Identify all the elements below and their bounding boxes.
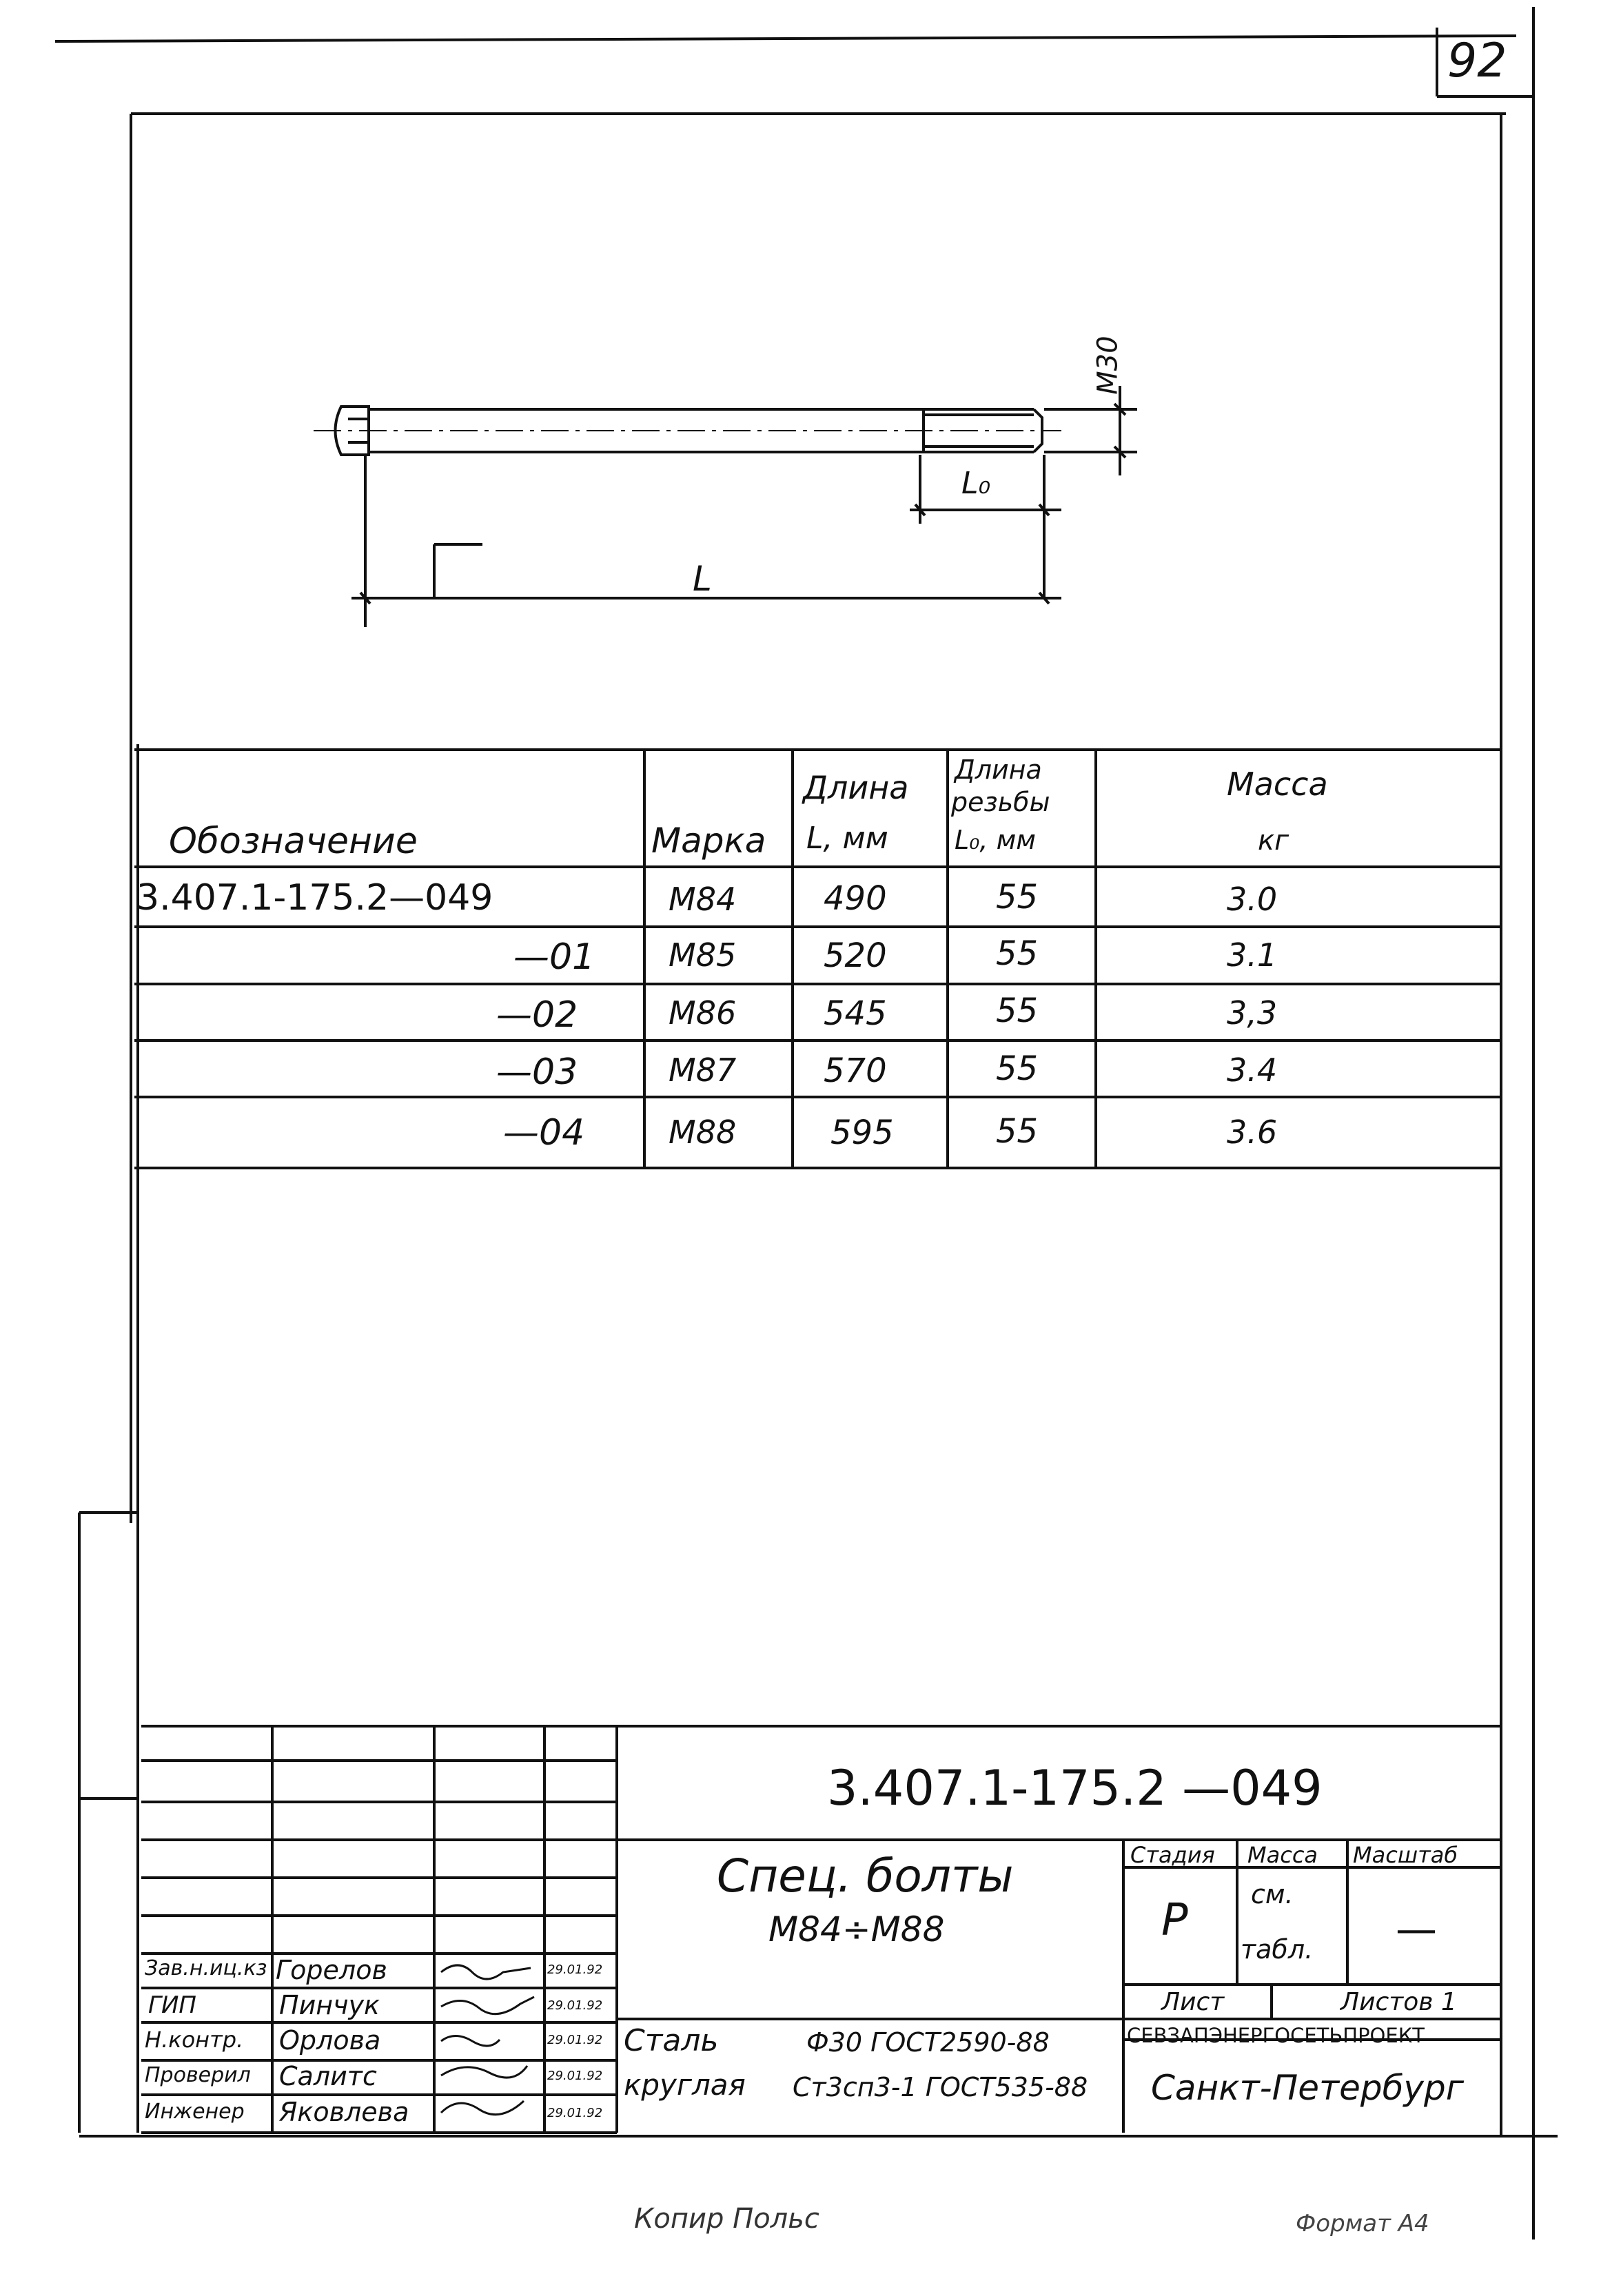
row-mass: 3,3 <box>1227 994 1278 1032</box>
stage-label: Стадия <box>1130 1842 1215 1868</box>
row-thread: 55 <box>996 934 1039 973</box>
row-mass: 3.0 <box>1227 881 1278 918</box>
bolt-drawing <box>314 386 1137 627</box>
row-mark: М86 <box>669 994 737 1032</box>
header-length-1: Длина <box>803 769 909 806</box>
city: Санкт-Петербург <box>1151 2068 1465 2108</box>
sheet-label: Лист <box>1161 1988 1225 2016</box>
signature-name: Пинчук <box>279 1990 380 2020</box>
signature-role: Проверил <box>145 2063 251 2087</box>
document-code: 3.407.1-175.2 —049 <box>827 1760 1323 1816</box>
material-label-1: Сталь <box>624 2023 719 2058</box>
row-mark: М88 <box>669 1114 737 1151</box>
row-designation: —04 <box>503 1112 585 1154</box>
footer-right: Формат А4 <box>1296 2210 1429 2237</box>
mass-value-2: табл. <box>1241 1934 1314 1965</box>
scale-label: Масштаб <box>1353 1842 1458 1868</box>
row-mass: 3.4 <box>1227 1052 1278 1089</box>
row-designation: —01 <box>513 936 595 978</box>
row-mass: 3.1 <box>1227 936 1278 974</box>
sheet-number: 92 <box>1447 34 1507 88</box>
header-length-2: L, мм <box>806 821 888 856</box>
material-label-2: круглая <box>624 2068 746 2102</box>
signature-role: Зав.н.иц.кз <box>145 1956 267 1980</box>
signature-date: 29.01.92 <box>547 1998 603 2013</box>
header-thread-2: резьбы <box>951 787 1050 817</box>
signature-date: 29.01.92 <box>547 2069 603 2083</box>
row-length: 490 <box>824 879 887 918</box>
signature-role: Н.контр. <box>145 2027 244 2053</box>
scale-value: — <box>1396 1905 1437 1954</box>
signature-name: Салитс <box>279 2061 377 2091</box>
drawing-subtitle: М84÷М88 <box>768 1909 945 1949</box>
row-length: 545 <box>824 994 887 1033</box>
signature-date: 29.01.92 <box>547 2106 603 2120</box>
dim-thread-diameter: М30 <box>1092 336 1124 395</box>
organization: СЕВЗАПЭНЕРГОСЕТЬПРОЕКТ <box>1127 2024 1425 2047</box>
row-length: 595 <box>830 1114 894 1152</box>
row-designation: 3.407.1-175.2—049 <box>136 877 493 919</box>
row-thread: 55 <box>996 1049 1039 1088</box>
row-designation: —03 <box>496 1052 578 1093</box>
header-mass-1: Масса <box>1227 766 1328 803</box>
footer-left: Копир Польс <box>634 2203 819 2235</box>
row-thread: 55 <box>996 992 1039 1030</box>
row-mark: М87 <box>669 1052 737 1089</box>
row-designation: —02 <box>496 994 578 1036</box>
signature-role: Инженер <box>145 2100 245 2124</box>
header-designation: Обозначение <box>169 821 418 862</box>
signature-name: Яковлева <box>279 2097 409 2127</box>
stage-value: Р <box>1161 1895 1188 1946</box>
header-thread-3: L₀, мм <box>955 825 1036 855</box>
header-mass-2: кг <box>1258 825 1289 857</box>
signature-role: ГИП <box>148 1991 196 2019</box>
row-mass: 3.6 <box>1227 1114 1278 1151</box>
row-thread: 55 <box>996 1112 1039 1151</box>
row-length: 520 <box>824 936 887 975</box>
header-thread-1: Длина <box>955 755 1042 785</box>
signature-name: Орлова <box>279 2025 381 2056</box>
row-thread: 55 <box>996 878 1039 916</box>
signature-name: Горелов <box>276 1955 387 1985</box>
header-mark: Марка <box>651 821 766 861</box>
row-mark: М85 <box>669 936 737 974</box>
drawing-title: Спец. болты <box>717 1849 1014 1903</box>
spec-table-grid <box>134 750 1501 1168</box>
dim-total-length: L <box>693 559 712 599</box>
material-spec-1: Ф30 ГОСТ2590-88 <box>806 2027 1050 2058</box>
mass-value-1: см. <box>1251 1879 1294 1909</box>
mass-label: Масса <box>1247 1842 1318 1868</box>
material-spec-2: Ст3сп3-1 ГОСТ535-88 <box>793 2072 1088 2102</box>
signature-date: 29.01.92 <box>547 2033 603 2047</box>
dim-thread-length: L₀ <box>961 466 991 501</box>
row-mark: М84 <box>669 881 737 918</box>
signature-date: 29.01.92 <box>547 1962 603 1977</box>
row-length: 570 <box>824 1052 887 1090</box>
sheets-label: Листов 1 <box>1340 1988 1457 2016</box>
